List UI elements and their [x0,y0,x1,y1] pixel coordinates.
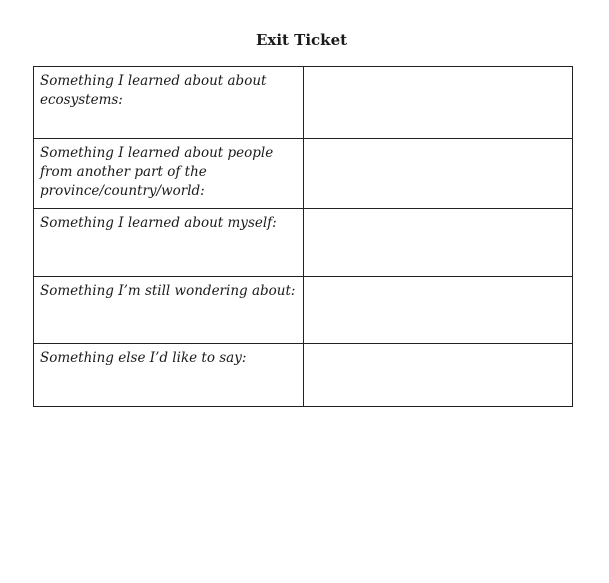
document-title: Exit Ticket [255,31,348,49]
table-row [34,139,573,209]
answer-cell-wondering[interactable] [304,277,573,344]
table-row [34,344,573,407]
table-row [34,277,573,344]
answer-cell-else[interactable] [304,344,573,407]
prompt-cell-wondering: Something I’m still wondering about: [34,277,304,344]
prompt-cell-ecosystems: Something I learned about about ecosystems: [34,67,304,139]
table-row [34,67,573,139]
exit-ticket-table [33,66,573,407]
prompt-cell-myself: Something I learned about myself: [34,209,304,277]
answer-cell-myself[interactable] [304,209,573,277]
prompt-cell-people: Something I learned about people from another part of the province/country/world: [34,139,304,209]
answer-cell-people[interactable] [304,139,573,209]
prompt-cell-else: Something else I’d like to say: [34,344,304,407]
answer-cell-ecosystems[interactable] [304,67,573,139]
table-row [34,209,573,277]
